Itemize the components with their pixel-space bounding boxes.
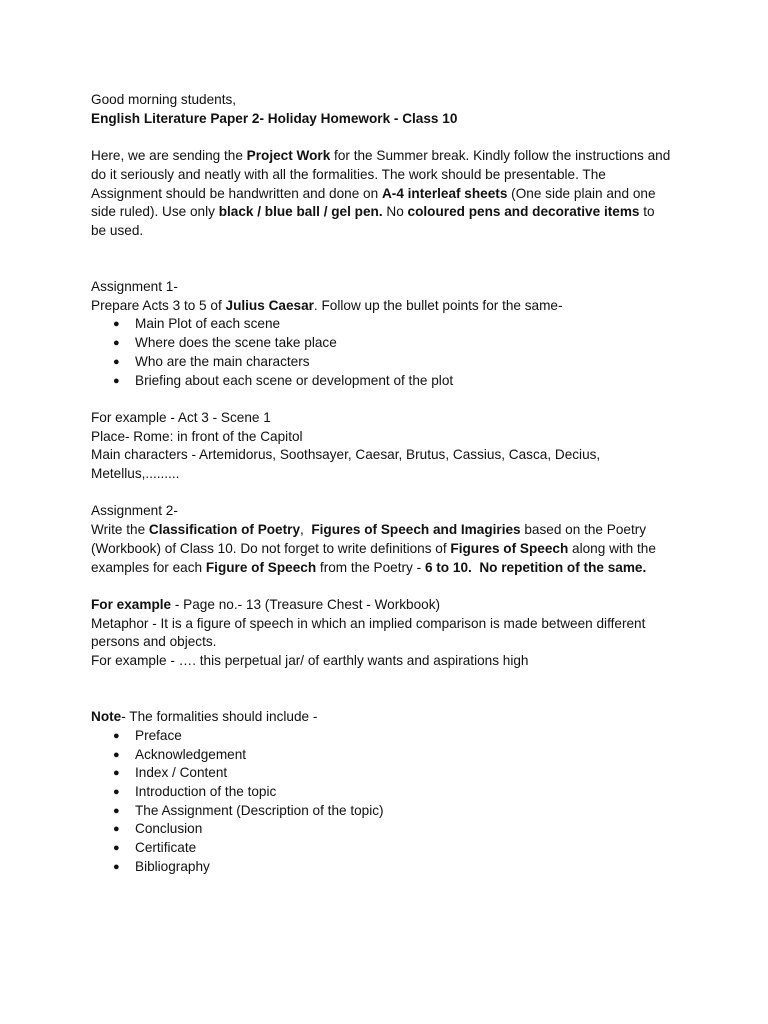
greeting: Good morning students, (91, 92, 237, 107)
bullet-icon: ● (113, 318, 120, 331)
assignment-1-bullet-list (91, 315, 671, 390)
bullet-icon: ● (113, 823, 120, 836)
list-item: ● Main Plot of each scene (91, 315, 671, 334)
list-item: ● Acknowledgement (91, 746, 671, 765)
note-bullet-list (91, 727, 671, 877)
bullet-icon: ● (113, 860, 120, 873)
bullet-icon: ● (113, 337, 120, 350)
assignment-2-heading: Assignment 2- (91, 503, 178, 519)
note-heading: Note- The formalities should include - (91, 709, 318, 725)
assignment-2-metaphor: Metaphor - It is a figure of speech in which an implied comparison is made between different persons and objects. (91, 615, 646, 650)
list-item: ● Who are the main characters (91, 353, 671, 372)
bullet-icon: ● (113, 842, 120, 855)
assignment-2-example-line: For example - …. this perpetual jar/ of earthly wants and aspirations high (91, 653, 529, 669)
assignment-2-example: For example - Page no.- 13 (Treasure Chest - Workbook) (91, 596, 441, 612)
list-item: ● Introduction of the topic (91, 783, 671, 802)
assignment-1-instruction: Prepare Acts 3 to 5 of Julius Caesar. Follow up the bullet points for the same- (91, 297, 563, 313)
list-item: ● Where does the scene take place (91, 334, 671, 353)
list-item: ● Preface (91, 727, 671, 746)
bullet-icon: ● (113, 767, 120, 780)
bullet-icon: ● (113, 374, 120, 387)
bullet-icon: ● (113, 355, 120, 368)
assignment-1-heading: Assignment 1- (91, 279, 178, 294)
list-item: ● The Assignment (Description of the topic) (91, 802, 671, 821)
bullet-icon: ● (113, 785, 120, 798)
bullet-icon: ● (113, 804, 120, 817)
assignment-1-characters: Main characters - Artemidorus, Soothsayer, Caesar, Brutus, Cassius, Casca, Decius, Metellus,......... (91, 447, 601, 482)
list-item: ● Index / Content (91, 764, 671, 783)
list-item: ● Certificate (91, 839, 671, 858)
assignment-1-example-heading: For example - Act 3 - Scene 1 (91, 409, 271, 425)
intro-paragraph: Here, we are sending the Project Work for the Summer break. Kindly follow the instructions and do it seriously and neatly with all the formalities. The work should be presentable. The Assignment should be handwritten and done on A-4 interleaf sheets (One side plain and one side ruled). Use only black / blue ball / gel pen. No coloured pens and decorative items to be used. (91, 148, 671, 238)
list-item: ● Conclusion (91, 820, 671, 839)
bullet-icon: ● (113, 748, 120, 761)
assignment-1-place: Place- Rome: in front of the Capitol (91, 428, 303, 444)
list-item: ● Bibliography (91, 858, 671, 877)
document-body (91, 91, 671, 876)
bullet-icon: ● (113, 729, 120, 742)
page-title: English Literature Paper 2- Holiday Homework - Class 10 (91, 110, 458, 126)
assignment-2-instruction: Write the Classification of Poetry, Figures of Speech and Imagiries based on the Poetry (Workbook) of Class 10. Do not forget to write definitions of Figures of Speech along with the examples for each Figure of Speech from the Poetry - 6 to 10. No repetition of the same. (91, 522, 656, 575)
list-item: ● Briefing about each scene or development of the plot (91, 372, 671, 391)
